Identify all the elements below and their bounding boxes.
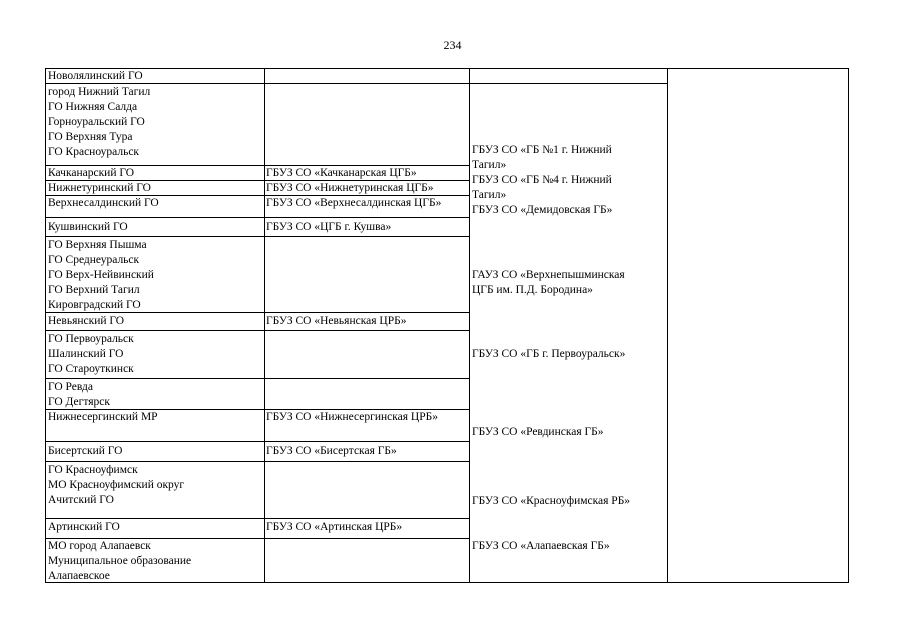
table-cell-interdistrict-hospital: ГБУЗ СО «ГБ г. Первоуральск» (472, 348, 626, 360)
table-cell-municipality: ГО Первоуральск Шалинский ГО ГО Староуткинск (48, 333, 134, 375)
table-cell-municipality: Верхнесалдинский ГО (48, 197, 159, 209)
table-cell-local-hospital: ГБУЗ СО «Бисертская ГБ» (266, 445, 397, 457)
table-cell-interdistrict-hospital: ГБУЗ СО «Ревдинская ГБ» (472, 426, 604, 438)
table-cell-municipality: Качканарский ГО (48, 167, 135, 179)
column-divider-2 (469, 68, 470, 583)
table-cell-local-hospital: ГБУЗ СО «Верхнесалдинская ЦГБ» (266, 197, 442, 209)
group-divider (45, 330, 469, 331)
column-divider-3 (667, 68, 668, 583)
group-divider (45, 378, 469, 379)
row-divider (45, 217, 269, 218)
row-divider (264, 83, 469, 84)
table-border-top (45, 68, 848, 69)
row-divider (264, 441, 469, 442)
table-cell-municipality: Артинский ГО (48, 521, 120, 533)
row-divider (264, 217, 469, 218)
table-cell-local-hospital: ГБУЗ СО «Качканарская ЦГБ» (266, 167, 417, 179)
table-cell-local-hospital: ГБУЗ СО «Артинская ЦРБ» (266, 521, 403, 533)
table-cell-municipality: город Нижний Тагил ГО Нижняя Салда Горноуральский ГО ГО Верхняя Тура ГО Красноуральск (48, 86, 151, 158)
table-cell-municipality: Нижнесергинский МР (48, 411, 158, 423)
group-divider (45, 236, 469, 237)
table-cell-municipality: ГО Верхняя Пышма ГО Среднеуральск ГО Верх-Нейвинский ГО Верхний Тагил Кировградский ГО (48, 239, 154, 311)
table-border-left (45, 68, 46, 583)
row-divider (45, 441, 269, 442)
group-divider (45, 461, 469, 462)
table-cell-municipality: ГО Ревда ГО Дегтярск (48, 381, 110, 408)
column-divider-1 (264, 68, 265, 583)
table-cell-municipality: МО город Алапаевск Муниципальное образование Алапаевское (48, 540, 192, 582)
table-cell-interdistrict-hospital: ГБУЗ СО «Красноуфимская РБ» (472, 495, 631, 507)
table-cell-municipality: ГО Красноуфимск МО Красноуфимский округ Ачитский ГО (48, 464, 185, 506)
table-cell-municipality: Новолялинский ГО (48, 70, 143, 82)
row-divider (264, 312, 469, 313)
table-cell-interdistrict-hospital: ГБУЗ СО «ГБ №1 г. Нижний Тагил» ГБУЗ СО «ГБ №4 г. Нижний Тагил» ГБУЗ СО «Демидовская ГБ» (472, 144, 613, 216)
row-divider (45, 518, 269, 519)
table-cell-interdistrict-hospital: ГАУЗ СО «Верхнепышминская ЦГБ им. П.Д. Бородина» (472, 269, 625, 296)
table-cell-municipality: Бисертский ГО (48, 445, 123, 457)
row-divider (469, 83, 667, 84)
page-number: 234 (443, 38, 462, 52)
table-cell-municipality: Нижнетуринский ГО (48, 182, 151, 194)
table-border-right (848, 68, 849, 583)
table-cell-local-hospital: ГБУЗ СО «Нижнетуринская ЦГБ» (266, 182, 434, 194)
table-cell-local-hospital: ГБУЗ СО «Нижнесергинская ЦРБ» (266, 411, 438, 423)
table-cell-municipality: Кушвинский ГО (48, 221, 128, 233)
table-cell-local-hospital: ГБУЗ СО «ЦГБ г. Кушва» (266, 221, 392, 233)
table-cell-local-hospital: ГБУЗ СО «Невьянская ЦРБ» (266, 315, 407, 327)
table-cell-municipality: Невьянский ГО (48, 315, 125, 327)
table-cell-interdistrict-hospital: ГБУЗ СО «Алапаевская ГБ» (472, 540, 610, 552)
row-divider (264, 518, 469, 519)
